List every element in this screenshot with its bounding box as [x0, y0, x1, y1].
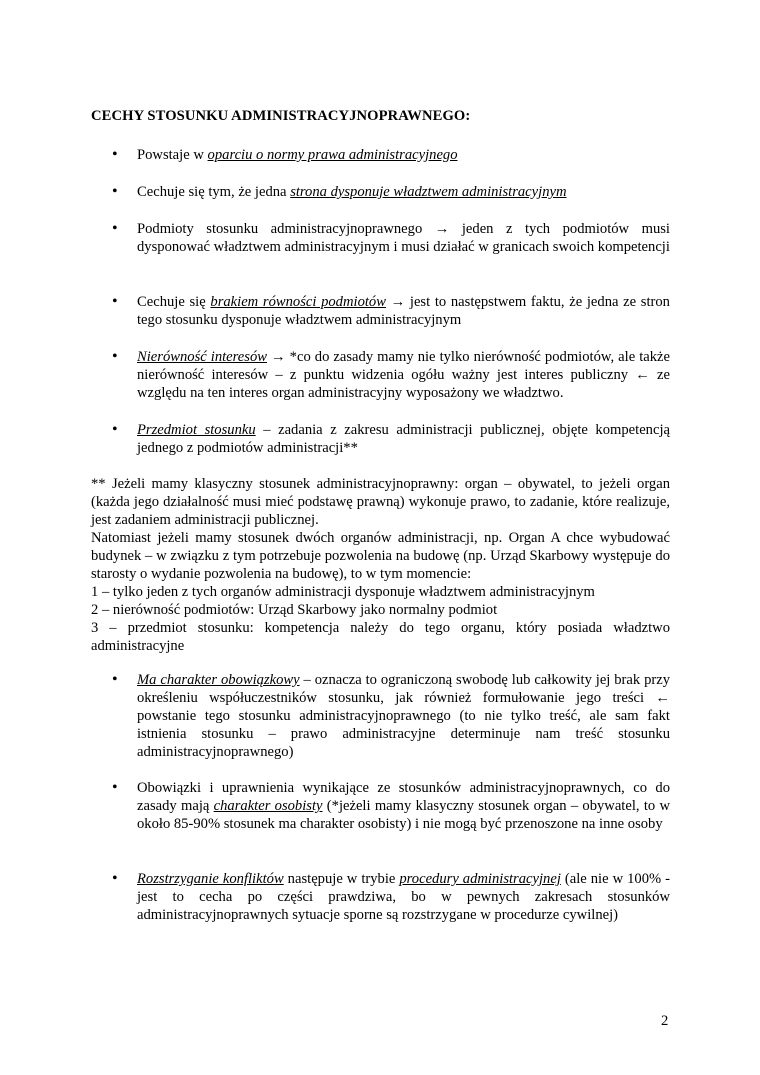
list-item-text: Podmioty stosunku administracyjnoprawnego → jeden z tych podmiotów musi dysponować władztwem administracyjnym i musi działać w granicach swoich kompetencji: [137, 221, 670, 255]
list-item: [112, 779, 670, 833]
list-item: [112, 348, 670, 402]
list-item: [112, 421, 670, 457]
bullet-icon: •: [112, 348, 118, 365]
list-item: [112, 293, 670, 329]
emphasis: strona dysponuje władztwem administracyjnym: [290, 184, 567, 200]
emphasis: Ma charakter obowiązkowy: [137, 672, 300, 688]
emphasis: procedury administracyjnej: [399, 871, 561, 887]
list-item-text: Cechuje się brakiem równości podmiotów → jest to następstwem faktu, że jedna ze stron tego stosunku dysponuje władztwem administracyjnym: [137, 294, 670, 328]
bullet-icon: •: [112, 146, 118, 163]
footnote-item: 1 – tylko jeden z tych organów administracji dysponuje władztwem administracyjnym: [91, 584, 595, 600]
page-title: CECHY STOSUNKU ADMINISTRACYJNOPRAWNEGO:: [91, 108, 471, 124]
emphasis: Przedmiot stosunku: [137, 422, 256, 438]
list-item: [112, 671, 670, 761]
bullet-icon: •: [112, 183, 118, 200]
list-item-text: Przedmiot stosunku – zadania z zakresu administracji publicznej, objęte kompetencją jednego z podmiotów administracji**: [137, 422, 670, 456]
bullet-icon: •: [112, 421, 118, 438]
emphasis: oparciu o normy prawa administracyjnego: [207, 147, 458, 163]
list-item-text: Obowiązki i uprawnienia wynikające ze stosunków administracyjnoprawnych, co do zasady mają charakter osobisty (*jeżeli mamy klasyczny stosunek organ – obywatel, to w około 85-90% stosunek ma charakter osobisty) i nie mogą być przenoszone na inne osoby: [137, 780, 670, 832]
list-item-text: Powstaje w oparciu o normy prawa administracyjnego: [137, 147, 458, 163]
list-item-text: Rozstrzyganie konfliktów następuje w trybie procedury administracyjnej (ale nie w 100% - jest to cecha po części prawdziwa, bo w pewnych zakresach stosunków administracyjnoprawnych sytuacje sporne są rozstrzygane w procedurze cywilnej): [137, 871, 670, 923]
footnote-item: 3 – przedmiot stosunku: kompetencja należy do tego organu, który posiada władztwo administracyjne: [91, 620, 670, 654]
bullet-icon: •: [112, 779, 118, 796]
list-item-text: Nierówność interesów → *co do zasady mamy nie tylko nierówność podmiotów, ale także nierówność interesów – z punktu widzenia ogółu ważny jest interes publiczny ← ze względu na ten interes organ administracyjny wyposażony we władztwo.: [137, 349, 670, 401]
list-item: [112, 183, 670, 201]
page-number: 2: [661, 1013, 669, 1029]
footnote-item: 2 – nierówność podmiotów: Urząd Skarbowy jako normalny podmiot: [91, 602, 498, 618]
bullet-icon: •: [112, 220, 118, 237]
emphasis: Nierówność interesów: [137, 349, 267, 365]
list-item: [112, 146, 670, 164]
list-item-text: Ma charakter obowiązkowy – oznacza to ograniczoną swobodę lub całkowity jej brak przy określeniu współuczestników stosunku, jak również formułowanie jego treści ← powstanie tego stosunku administracyjnoprawnego (to nie tylko treść, ale sam fakt istnienia stosunku – prawo administracyjne determinuje nam treść stosunku administracyjnoprawnego): [137, 672, 670, 760]
emphasis: brakiem równości podmiotów: [210, 294, 386, 310]
emphasis: Rozstrzyganie konfliktów: [137, 871, 284, 887]
emphasis: charakter osobisty: [213, 798, 323, 814]
footnote-paragraph: Natomiast jeżeli mamy stosunek dwóch organów administracji, np. Organ A chce wybudować budynek – w związku z tym potrzebuje pozwolenia na budowę (np. Urząd Skarbowy występuje do starosty o wydanie pozwolenia na budowę), to w tym momencie:: [91, 530, 670, 582]
bullet-icon: •: [112, 870, 118, 887]
list-item: [112, 870, 670, 924]
list-item: [112, 220, 670, 256]
list-item-text: Cechuje się tym, że jedna strona dysponuje władztwem administracyjnym: [137, 184, 567, 200]
bullet-icon: •: [112, 293, 118, 310]
footnote-paragraph: ** Jeżeli mamy klasyczny stosunek administracyjnoprawny: organ – obywatel, to jeżeli organ (każda jego działalność musi mieć podstawę prawną) wykonuje prawo, to zadanie, które realizuje, jest zadaniem administracji publicznej.: [91, 476, 670, 528]
bullet-icon: •: [112, 671, 118, 688]
